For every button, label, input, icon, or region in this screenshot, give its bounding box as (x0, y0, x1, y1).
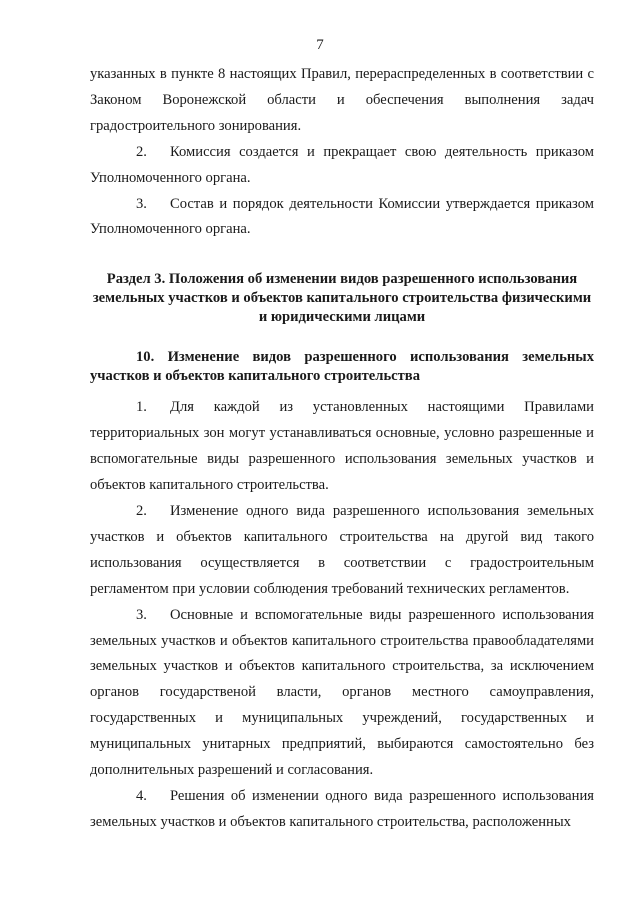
paragraph-item (90, 784, 594, 836)
item-text: Решения об изменении одного вида разрешенного использования земельных участков и объектов капитального строительства, расположенных (90, 787, 594, 830)
item-text: Основные и вспомогательные виды разрешенного использования земельных участков и объектов капитального строительства правообладателями земельных участков и объектов капитального строительства, за исключением органов государственой власти, органов местного самоуправления, государственных и муниципальных учреждений, государственных и муниципальных унитарных предприятий, выбираются самостоятельно без дополнительных разрешений и согласования. (90, 606, 594, 779)
page-number: 7 (316, 37, 324, 53)
item-number: 3. (136, 606, 147, 623)
paragraph-item (90, 192, 594, 244)
item-text: Состав и порядок деятельности Комиссии утверждается приказом Уполномоченного органа. (90, 195, 594, 238)
item-text: Изменение одного вида разрешенного использования земельных участков и объектов капитального строительства на другой вид такого использования осуществляется в соответствии с градостроительным регламентом при условии соблюдения требований технических регламентов. (90, 502, 594, 597)
section-heading: Раздел 3. Положения об изменении видов разрешенного использования земельных участков и объектов капитального строительства физическими и юридическими лицами (92, 271, 592, 326)
item-number: 1. (136, 399, 147, 416)
article-heading: 10. Изменение видов разрешенного использования земельных участков и объектов капитального строительства (90, 349, 594, 385)
item-text: Комиссия создается и прекращает свою деятельность приказом Уполномоченного органа. (90, 143, 594, 186)
paragraph-item (90, 499, 594, 603)
paragraph-item (90, 603, 594, 784)
item-number: 4. (136, 787, 147, 804)
paragraph-item (90, 395, 594, 499)
item-number: 2. (136, 502, 147, 519)
paragraph-item (90, 140, 594, 192)
continuation-paragraph: указанных в пункте 8 настоящих Правил, перераспределенных в соответствии с Законом Воронежской области и обеспечения выполнения задач градостроительного зонирования. (90, 66, 594, 134)
item-number: 3. (136, 195, 147, 212)
item-number: 2. (136, 143, 147, 160)
document-body (90, 62, 594, 836)
item-text: Для каждой из установленных настоящими Правилами территориальных зон могут устанавливаться основные, условно разрешенные и вспомогательные виды разрешенного использования земельных участков и объектов капитального строительства. (90, 399, 594, 494)
